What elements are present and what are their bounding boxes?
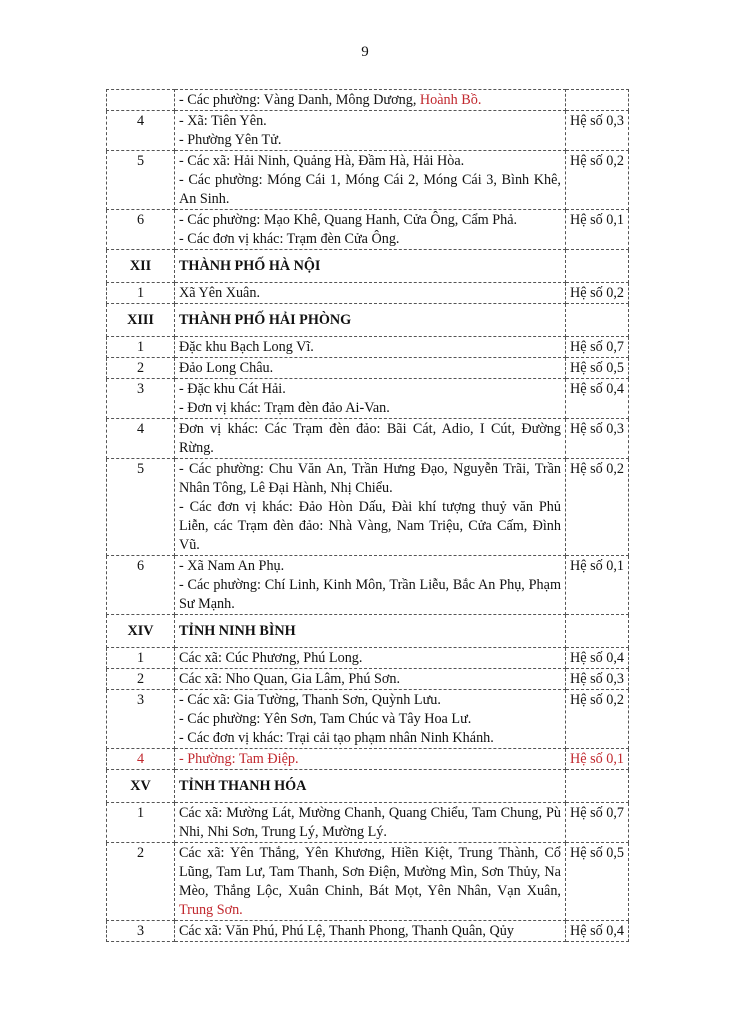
row-description [174, 669, 565, 690]
coefficient-cell: Hệ số 0,2 [565, 690, 628, 749]
description-line [179, 729, 561, 748]
row-description [174, 843, 565, 921]
section-title: TỈNH NINH BÌNH [174, 615, 565, 648]
section-header-row [107, 615, 629, 648]
table-row [107, 843, 629, 921]
description-line [179, 380, 561, 399]
row-description [174, 283, 565, 304]
empty-cell [565, 250, 628, 283]
row-description [174, 648, 565, 669]
description-line [179, 460, 561, 498]
text-segment: Các xã: Yên Thắng, Yên Khương, Hiền Kiệt, Trung Thành, Cổ Lũng, Tam Lư, Tam Thanh, Sơn Điện, Mường Mìn, Sơn Thủy, Na Mèo, Thắng Lộc, Xuân Chinh, Bát Mọt, Yên Nhân, Vạn Xuân, [178, 845, 561, 899]
highlighted-text: Hoành Bồ. [419, 92, 482, 108]
text-segment: - Đơn vị khác: Trạm đèn đảo Ai-Van. [178, 400, 390, 416]
coefficient-cell: Hệ số 0,5 [565, 843, 628, 921]
row-number [107, 90, 175, 111]
table-row [107, 648, 629, 669]
text-segment: - Phường Yên Tử. [178, 132, 282, 148]
table-row [107, 283, 629, 304]
row-number: 3 [107, 379, 175, 419]
row-description [174, 556, 565, 615]
description-line [179, 576, 561, 614]
coefficient-cell: Hệ số 0,1 [565, 749, 628, 770]
coefficient-cell: Hệ số 0,7 [565, 337, 628, 358]
row-number: 2 [107, 669, 175, 690]
highlighted-text: Trung Sơn. [178, 902, 243, 918]
text-segment: - Các xã: Hải Ninh, Quảng Hà, Đầm Hà, Hải Hòa. [178, 153, 465, 169]
text-segment: - Các phường: Vàng Danh, Mông Dương, [178, 92, 420, 108]
section-title: THÀNH PHỐ HÀ NỘI [174, 250, 565, 283]
text-segment: Các xã: Nho Quan, Gia Lâm, Phú Sơn. [178, 671, 401, 687]
row-number: 5 [107, 151, 175, 210]
table-row [107, 459, 629, 556]
row-number: 1 [107, 283, 175, 304]
description-line [179, 420, 561, 458]
text-segment: - Các đơn vị khác: Đảo Hòn Dấu, Đài khí tượng thuỷ văn Phủ Liễn, các Trạm đèn đảo: Nhà Vàng, Nam Triệu, Cửa Cấm, Đình Vũ. [178, 499, 561, 553]
row-number: 1 [107, 803, 175, 843]
table-row [107, 358, 629, 379]
row-number: 3 [107, 690, 175, 749]
description-line [179, 112, 561, 131]
description-line [179, 91, 561, 110]
description-line [179, 750, 561, 769]
text-segment: Đảo Long Châu. [178, 360, 274, 376]
page-number: 9 [361, 44, 369, 60]
section-title: THÀNH PHỐ HẢI PHÒNG [174, 304, 565, 337]
row-description [174, 459, 565, 556]
description-line [179, 804, 561, 842]
description-line [179, 710, 561, 729]
row-description [174, 690, 565, 749]
row-number: 1 [107, 337, 175, 358]
row-number: 5 [107, 459, 175, 556]
table-row [107, 803, 629, 843]
row-number: 6 [107, 556, 175, 615]
text-segment: - Các phường: Chu Văn An, Trần Hưng Đạo, Nguyễn Trãi, Trần Nhân Tông, Lê Đại Hành, Nhị Chiểu. [178, 461, 561, 496]
coefficient-cell [565, 90, 628, 111]
section-header-row [107, 304, 629, 337]
row-description [174, 337, 565, 358]
text-segment: - Các phường: Chí Linh, Kinh Môn, Trần Liễu, Bắc An Phụ, Phạm Sư Mạnh. [178, 577, 561, 612]
description-line [179, 691, 561, 710]
description-line [179, 557, 561, 576]
description-line [179, 338, 561, 357]
text-segment: - Xã: Tiên Yên. [178, 113, 267, 129]
description-line [179, 171, 561, 209]
description-line [179, 230, 561, 249]
text-segment: Đơn vị khác: Các Trạm đèn đảo: Bãi Cát, Adio, I Cút, Đường Rừng. [178, 421, 561, 456]
coefficient-cell: Hệ số 0,2 [565, 283, 628, 304]
row-number: 1 [107, 648, 175, 669]
coefficient-cell: Hệ số 0,2 [565, 459, 628, 556]
description-line [179, 670, 561, 689]
table-row [107, 921, 629, 942]
row-description [174, 803, 565, 843]
text-segment: Các xã: Văn Phú, Phú Lệ, Thanh Phong, Thanh Quân, Qủy [178, 923, 514, 939]
table-row [107, 337, 629, 358]
row-description [174, 111, 565, 151]
text-segment: Đặc khu Bạch Long Vĩ. [178, 339, 314, 355]
text-segment: - Xã Nam An Phụ. [178, 558, 285, 574]
row-description [174, 151, 565, 210]
coefficient-cell: Hệ số 0,3 [565, 669, 628, 690]
description-line [179, 399, 561, 418]
text-segment: - Các phường: Móng Cái 1, Móng Cái 2, Móng Cái 3, Bình Khê, An Sinh. [178, 172, 561, 207]
coefficient-cell: Hệ số 0,3 [565, 111, 628, 151]
table-row [107, 379, 629, 419]
table-row [107, 90, 629, 111]
row-number: 4 [107, 749, 175, 770]
section-header-row [107, 250, 629, 283]
description-line [179, 211, 561, 230]
text-segment: - Phường: Tam Điệp. [178, 751, 299, 767]
row-number: 2 [107, 358, 175, 379]
coefficient-cell: Hệ số 0,4 [565, 921, 628, 942]
description-line [179, 359, 561, 378]
text-segment: Các xã: Mường Lát, Mường Chanh, Quang Chiểu, Tam Chung, Pù Nhi, Nhi Sơn, Trung Lý, Mường Lý. [178, 805, 561, 840]
description-line [179, 922, 561, 941]
description-line [179, 844, 561, 920]
text-segment: - Các phường: Yên Sơn, Tam Chúc và Tây Hoa Lư. [178, 711, 472, 727]
section-number: XIV [107, 615, 175, 648]
text-segment: - Các xã: Gia Tường, Thanh Sơn, Quỳnh Lưu. [178, 692, 441, 708]
text-segment: Xã Yên Xuân. [178, 285, 260, 301]
section-number: XV [107, 770, 175, 803]
table-row [107, 151, 629, 210]
row-description [174, 419, 565, 459]
text-segment: - Các phường: Mạo Khê, Quang Hanh, Cửa Ông, Cẩm Phả. [178, 212, 518, 228]
description-line [179, 131, 561, 150]
row-description [174, 358, 565, 379]
description-line [179, 284, 561, 303]
row-description [174, 379, 565, 419]
row-number: 6 [107, 210, 175, 250]
row-description [174, 210, 565, 250]
row-description [174, 921, 565, 942]
coefficient-cell: Hệ số 0,4 [565, 648, 628, 669]
table-row [107, 690, 629, 749]
section-header-row [107, 770, 629, 803]
table-row [107, 419, 629, 459]
table-row [107, 556, 629, 615]
table-row [107, 749, 629, 770]
text-segment: - Các đơn vị khác: Trạm đèn Cửa Ông. [178, 231, 400, 247]
empty-cell [565, 615, 628, 648]
coefficient-cell: Hệ số 0,4 [565, 379, 628, 419]
row-number: 3 [107, 921, 175, 942]
text-segment: Các xã: Cúc Phương, Phú Long. [178, 650, 363, 666]
row-number: 2 [107, 843, 175, 921]
row-number: 4 [107, 111, 175, 151]
coefficient-cell: Hệ số 0,1 [565, 556, 628, 615]
section-number: XIII [107, 304, 175, 337]
coefficient-cell: Hệ số 0,5 [565, 358, 628, 379]
table-body [107, 90, 629, 942]
row-description [174, 749, 565, 770]
coefficient-table [106, 89, 629, 942]
section-number: XII [107, 250, 175, 283]
empty-cell [565, 304, 628, 337]
table-row [107, 210, 629, 250]
section-title: TỈNH THANH HÓA [174, 770, 565, 803]
row-description [174, 90, 565, 111]
coefficient-cell: Hệ số 0,2 [565, 151, 628, 210]
coefficient-cell: Hệ số 0,1 [565, 210, 628, 250]
text-segment: - Các đơn vị khác: Trại cải tạo phạm nhân Ninh Khánh. [178, 730, 494, 746]
coefficient-cell: Hệ số 0,3 [565, 419, 628, 459]
row-number: 4 [107, 419, 175, 459]
empty-cell [565, 770, 628, 803]
description-line [179, 152, 561, 171]
text-segment: - Đặc khu Cát Hải. [178, 381, 286, 397]
description-line [179, 649, 561, 668]
table-row [107, 669, 629, 690]
table-row [107, 111, 629, 151]
description-line [179, 498, 561, 555]
coefficient-cell: Hệ số 0,7 [565, 803, 628, 843]
